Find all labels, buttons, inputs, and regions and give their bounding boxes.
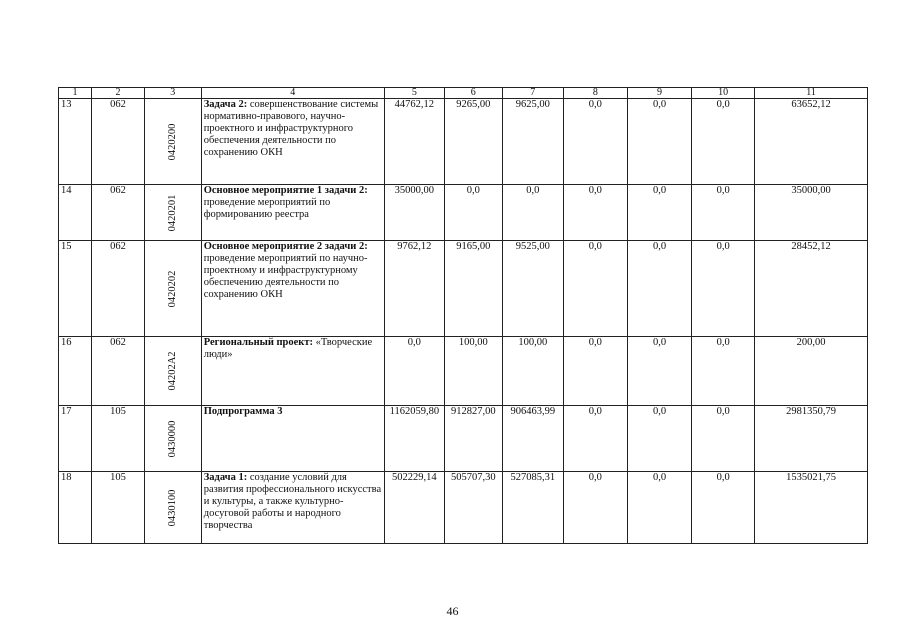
description-text: совершенствование системы нормативно-правового, научно-проектного и инфраструктурного обеспечения деятельности по сохранению ОКН xyxy=(203,99,379,158)
description xyxy=(201,337,384,406)
value-col5: 9762,12 xyxy=(384,241,444,337)
value-col10: 0,0 xyxy=(692,185,755,241)
value-col5: 502229,14 xyxy=(384,472,444,544)
value-col6: 100,00 xyxy=(444,337,502,406)
description-bold: Основное мероприятие 2 задачи 2: xyxy=(203,241,368,252)
value-col7: 100,00 xyxy=(502,337,563,406)
row-number: 15 xyxy=(59,241,92,337)
value-col6: 505707,30 xyxy=(444,472,502,544)
value-col11: 35000,00 xyxy=(755,185,868,241)
description xyxy=(201,241,384,337)
header-cell: 7 xyxy=(502,88,563,99)
row-number: 16 xyxy=(59,337,92,406)
kbk-code: 0430100 xyxy=(166,489,178,526)
table-row xyxy=(59,185,868,241)
kbk-code-cell xyxy=(144,472,201,544)
header-cell: 5 xyxy=(384,88,444,99)
description-bold: Задача 1: xyxy=(203,472,248,483)
value-col8: 0,0 xyxy=(563,241,627,337)
value-col6: 0,0 xyxy=(444,185,502,241)
kbk-code-cell xyxy=(144,185,201,241)
value-col11: 2981350,79 xyxy=(755,406,868,472)
grbs-code: 062 xyxy=(92,185,145,241)
value-col8: 0,0 xyxy=(563,406,627,472)
table-row xyxy=(59,337,868,406)
row-number: 17 xyxy=(59,406,92,472)
description xyxy=(201,99,384,185)
kbk-code-cell xyxy=(144,337,201,406)
budget-table xyxy=(58,87,868,544)
value-col7: 0,0 xyxy=(502,185,563,241)
grbs-code: 062 xyxy=(92,99,145,185)
row-number: 18 xyxy=(59,472,92,544)
description xyxy=(201,472,384,544)
value-col10: 0,0 xyxy=(692,241,755,337)
value-col9: 0,0 xyxy=(627,241,691,337)
page-number: 46 xyxy=(446,604,459,618)
value-col10: 0,0 xyxy=(692,472,755,544)
description-text: проведение мероприятий по научно-проектному и инфраструктурному обеспечению деятельности по сохранению ОКН xyxy=(203,253,368,300)
kbk-code-cell xyxy=(144,241,201,337)
value-col10: 0,0 xyxy=(692,406,755,472)
grbs-code: 105 xyxy=(92,406,145,472)
value-col6: 912827,00 xyxy=(444,406,502,472)
row-number: 14 xyxy=(59,185,92,241)
value-col8: 0,0 xyxy=(563,337,627,406)
kbk-code-cell xyxy=(144,99,201,185)
table-row xyxy=(59,241,868,337)
grbs-code: 062 xyxy=(92,337,145,406)
value-col9: 0,0 xyxy=(627,185,691,241)
description-text: создание условий для развития профессионального искусства и культуры, а также культурно-досуговой работы и народного творчества xyxy=(203,472,382,531)
value-col7: 527085,31 xyxy=(502,472,563,544)
table-row xyxy=(59,99,868,185)
value-col7: 9625,00 xyxy=(502,99,563,185)
header-cell: 4 xyxy=(201,88,384,99)
value-col8: 0,0 xyxy=(563,99,627,185)
kbk-code: 04202А2 xyxy=(166,351,178,391)
description-text: проведение мероприятий по формированию реестра xyxy=(203,197,331,220)
header-cell: 8 xyxy=(563,88,627,99)
value-col8: 0,0 xyxy=(563,185,627,241)
header-cell: 3 xyxy=(144,88,201,99)
header-cell: 11 xyxy=(755,88,868,99)
value-col10: 0,0 xyxy=(692,337,755,406)
value-col5: 1162059,80 xyxy=(384,406,444,472)
kbk-code: 0430000 xyxy=(166,420,178,457)
header-cell: 6 xyxy=(444,88,502,99)
description-bold: Основное мероприятие 1 задачи 2: xyxy=(203,185,368,196)
value-col9: 0,0 xyxy=(627,406,691,472)
kbk-code: 0420201 xyxy=(166,194,178,231)
value-col11: 1535021,75 xyxy=(755,472,868,544)
description xyxy=(201,185,384,241)
description-bold: Подпрограмма 3 xyxy=(203,406,283,417)
value-col11: 28452,12 xyxy=(755,241,868,337)
table-row xyxy=(59,472,868,544)
description-bold: Задача 2: xyxy=(203,99,248,110)
header-row xyxy=(59,88,868,99)
kbk-code: 0420200 xyxy=(166,123,178,160)
value-col11: 200,00 xyxy=(755,337,868,406)
value-col6: 9265,00 xyxy=(444,99,502,185)
header-cell: 9 xyxy=(627,88,691,99)
value-col10: 0,0 xyxy=(692,99,755,185)
value-col5: 35000,00 xyxy=(384,185,444,241)
kbk-code-cell xyxy=(144,406,201,472)
value-col9: 0,0 xyxy=(627,99,691,185)
value-col11: 63652,12 xyxy=(755,99,868,185)
header-cell: 10 xyxy=(692,88,755,99)
value-col9: 0,0 xyxy=(627,472,691,544)
description-bold: Региональный проект: xyxy=(203,337,313,348)
value-col6: 9165,00 xyxy=(444,241,502,337)
table-row xyxy=(59,406,868,472)
description-text: «Творческие люди» xyxy=(203,337,373,360)
header-cell: 1 xyxy=(59,88,92,99)
value-col5: 0,0 xyxy=(384,337,444,406)
grbs-code: 105 xyxy=(92,472,145,544)
row-number: 13 xyxy=(59,99,92,185)
value-col7: 906463,99 xyxy=(502,406,563,472)
value-col9: 0,0 xyxy=(627,337,691,406)
value-col8: 0,0 xyxy=(563,472,627,544)
description xyxy=(201,406,384,472)
header-cell: 2 xyxy=(92,88,145,99)
value-col7: 9525,00 xyxy=(502,241,563,337)
grbs-code: 062 xyxy=(92,241,145,337)
kbk-code: 0420202 xyxy=(166,270,178,307)
value-col5: 44762,12 xyxy=(384,99,444,185)
